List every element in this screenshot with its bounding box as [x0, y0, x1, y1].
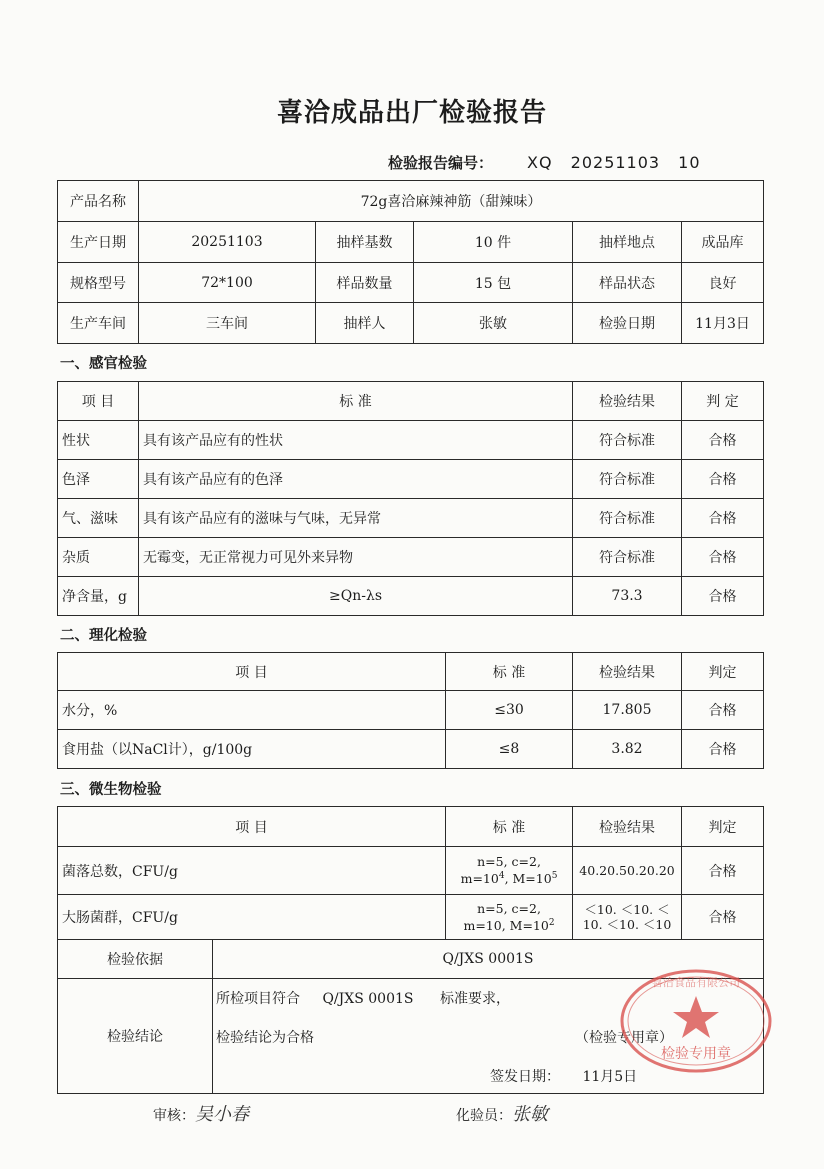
physchem-standard: ≤30: [446, 691, 573, 730]
conclusion-standard: Q/JXS 0001S: [322, 991, 414, 1007]
sampler-label: 抽样人: [316, 303, 414, 344]
physchem-item: 水分，%: [58, 691, 446, 730]
sample-state-label: 样品状态: [573, 263, 682, 303]
basis-label: 检验依据: [58, 940, 213, 979]
spec-label: 规格型号: [58, 263, 139, 303]
conclusion-label: 检验结论: [58, 979, 213, 1094]
sample-place: 成品库: [682, 222, 764, 263]
inspection-seal-stamp: [616, 966, 776, 1076]
table-row: [58, 691, 764, 730]
micro-standard-line2: [448, 869, 570, 886]
sample-qty: 15 包: [414, 263, 573, 303]
micro-item: 菌落总数，CFU/g: [58, 847, 446, 895]
sensory-result: 符合标准: [573, 538, 682, 577]
conclusion-line2: 检验结论为合格: [216, 1030, 314, 1046]
micro-header-verdict: 判定: [682, 807, 764, 847]
section-sensory: 一、感官检验: [60, 356, 147, 372]
physchem-item: 食用盐（以NaCl计），g/100g: [58, 730, 446, 769]
sensory-verdict: 合格: [682, 460, 764, 499]
micro-result-line2: 10. ＜10. ＜10: [582, 917, 672, 932]
sensory-result: 符合标准: [573, 460, 682, 499]
sensory-verdict: 合格: [682, 538, 764, 577]
physchem-header-standard: 标 准: [446, 653, 573, 691]
section-physchem: 二、理化检验: [60, 628, 147, 644]
micro-verdict: 合格: [682, 847, 764, 895]
micro-standard-line2: [448, 916, 570, 933]
micro-header-item: 项 目: [58, 807, 446, 847]
inspect-date: 11月3日: [682, 303, 764, 344]
sensory-standard: ≥Qn-λs: [139, 577, 573, 616]
physchem-verdict: 合格: [682, 730, 764, 769]
physchem-standard: ≤8: [446, 730, 573, 769]
sample-place-label: 抽样地点: [573, 222, 682, 263]
report-number: [388, 152, 701, 173]
sample-qty-label: 样品数量: [316, 263, 414, 303]
micro-standard-line1: n=5, c=2,: [477, 900, 541, 916]
spec: 72*100: [139, 263, 316, 303]
micro-standard: [446, 847, 573, 895]
basis-value: Q/JXS 0001S: [213, 940, 764, 979]
table-row: [58, 730, 764, 769]
sensory-table: [57, 381, 764, 616]
sample-state: 良好: [682, 263, 764, 303]
sensory-item: 杂质: [58, 538, 139, 577]
sensory-item: 气、滋味: [58, 499, 139, 538]
table-row: [58, 847, 764, 895]
sample-base: 10 件: [414, 222, 573, 263]
physchem-header-item: 项 目: [58, 653, 446, 691]
product-info-table: [57, 180, 764, 344]
sensory-standard: 具有该产品应有的色泽: [139, 460, 573, 499]
sensory-result: 符合标准: [573, 499, 682, 538]
inspect-date-label: 检验日期: [573, 303, 682, 344]
sampler: 张敏: [414, 303, 573, 344]
reviewer-label: 审核：: [153, 1108, 195, 1124]
prod-date-label: 生产日期: [58, 222, 139, 263]
micro-verdict: 合格: [682, 895, 764, 940]
micro-header-result: 检验结果: [573, 807, 682, 847]
table-row: [58, 421, 764, 460]
micro-result: [573, 895, 682, 940]
table-row: [58, 577, 764, 616]
seal-note: （检验专用章）: [575, 1030, 673, 1046]
sensory-verdict: 合格: [682, 577, 764, 616]
sensory-item: 性状: [58, 421, 139, 460]
table-row: [58, 895, 764, 940]
report-title: 喜洽成品出厂检验报告: [276, 98, 547, 128]
sensory-standard: 具有该产品应有的性状: [139, 421, 573, 460]
std-M-exp: 5: [551, 871, 558, 882]
micro-item: 大肠菌群，CFU/g: [58, 895, 446, 940]
workshop: 三车间: [139, 303, 316, 344]
table-row: [58, 499, 764, 538]
inspector-row: [456, 1100, 548, 1126]
workshop-label: 生产车间: [58, 303, 139, 344]
std-m-exp: 4: [498, 871, 505, 882]
conclusion-text-c: 标准要求，: [439, 991, 510, 1007]
inspector-label: 化验员：: [456, 1108, 512, 1124]
physchem-header-result: 检验结果: [573, 653, 682, 691]
seal-text: 检验专用章: [661, 1046, 731, 1062]
reviewer-signature: 吴小春: [195, 1104, 249, 1125]
sensory-header-standard: 标 准: [139, 382, 573, 421]
micro-header-standard: 标 准: [446, 807, 573, 847]
issue-date: 11月5日: [582, 1069, 638, 1085]
micro-result-line1: ＜10. ＜10. ＜: [584, 902, 670, 917]
conclusion-line1: [216, 988, 510, 1008]
prod-date: 20251103: [139, 222, 316, 263]
sensory-result: 符合标准: [573, 421, 682, 460]
sensory-header-item: 项 目: [58, 382, 139, 421]
sensory-item: 净含量，g: [58, 577, 139, 616]
physchem-result: 17.805: [573, 691, 682, 730]
micro-standard-line1: n=5, c=2,: [477, 854, 541, 870]
sensory-verdict: 合格: [682, 499, 764, 538]
conclusion-text-a: 所检项目符合: [216, 991, 300, 1007]
issue-date-label: 签发日期：: [490, 1069, 560, 1085]
std-m: m=10: [460, 871, 499, 887]
report-number-label: 检验报告编号：: [388, 154, 494, 172]
seal-ring-text: 喜洽食品有限公司: [652, 976, 740, 989]
product-name: 72g喜洽麻辣神筋（甜辣味）: [139, 181, 764, 222]
inspector-signature: 张敏: [512, 1104, 548, 1125]
std-mM: m=10, M=10: [463, 918, 549, 934]
product-name-label: 产品名称: [58, 181, 139, 222]
report-number-value: XQ 20251103 10: [527, 153, 701, 172]
physchem-table: [57, 652, 764, 769]
table-row: [58, 538, 764, 577]
reviewer-row: [153, 1100, 249, 1126]
sensory-standard: 具有该产品应有的滋味与气味，无异常: [139, 499, 573, 538]
sample-base-label: 抽样基数: [316, 222, 414, 263]
sensory-standard: 无霉变，无正常视力可见外来异物: [139, 538, 573, 577]
physchem-verdict: 合格: [682, 691, 764, 730]
physchem-result: 3.82: [573, 730, 682, 769]
sensory-verdict: 合格: [682, 421, 764, 460]
sensory-item: 色泽: [58, 460, 139, 499]
sensory-result: 73.3: [573, 577, 682, 616]
section-micro: 三、微生物检验: [60, 782, 162, 798]
physchem-header-verdict: 判定: [682, 653, 764, 691]
sensory-header-result: 检验结果: [573, 382, 682, 421]
micro-result: 40.20.50.20.20: [573, 847, 682, 895]
std-M: , M=10: [504, 871, 552, 887]
sensory-header-verdict: 判 定: [682, 382, 764, 421]
std-M-exp: 2: [548, 917, 555, 928]
micro-standard: [446, 895, 573, 940]
table-row: [58, 460, 764, 499]
